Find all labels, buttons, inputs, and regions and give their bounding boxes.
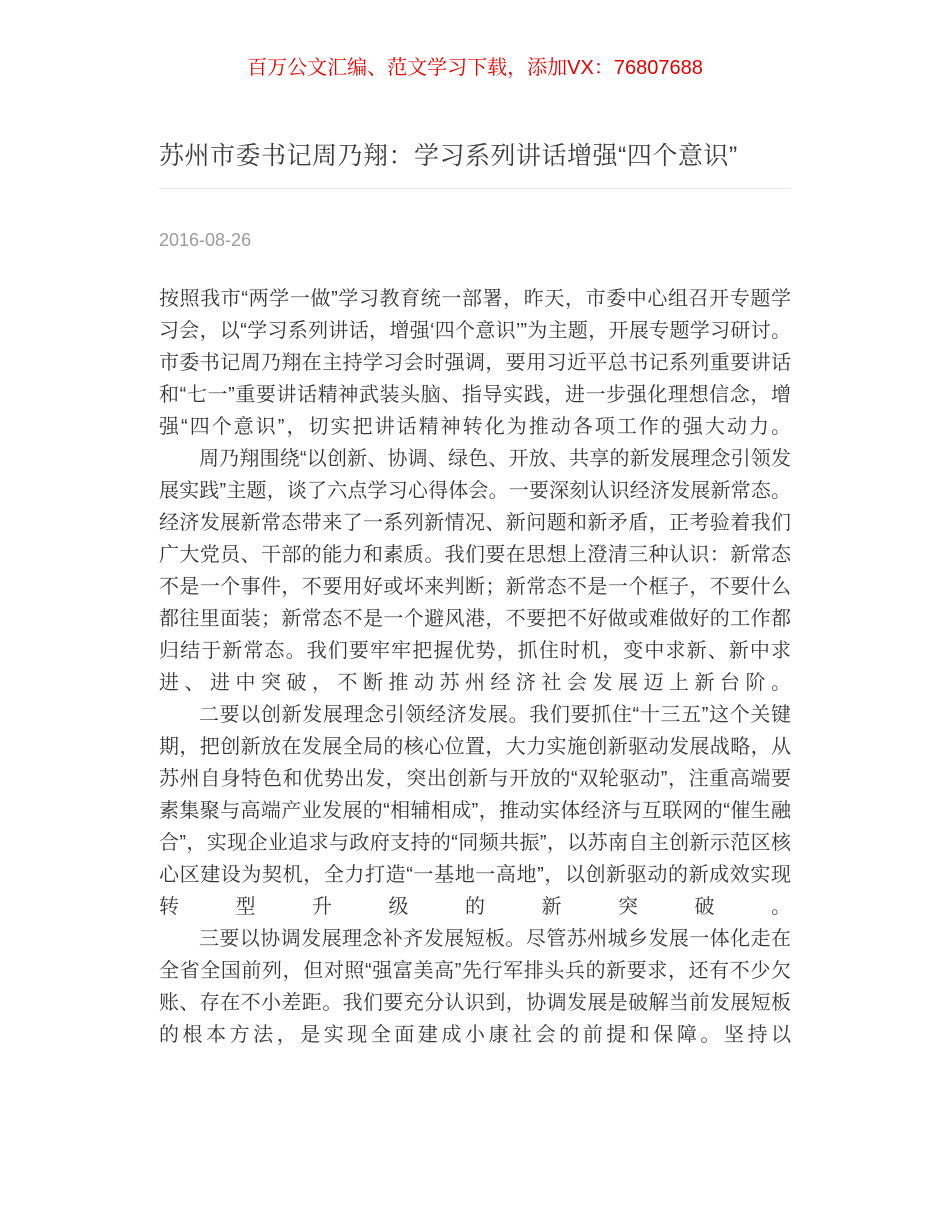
title-divider [159,188,791,189]
article [159,138,791,1051]
article-paragraph: 按照我市“两学一做”学习教育统一部署，昨天，市委中心组召开专题学习会，以“学习系列讲话，增强‘四个意识’”为主题，开展专题学习研讨。市委书记周乃翔在主持学习会时强调，要用习近平总书记系列重要讲话和“七一”重要讲话精神武装头脑、指导实践，进一步强化理想信念，增强“四个意识”，切实把讲话精神转化为推动各项工作的强大动力。 [159,288,791,438]
article-paragraph: 周乃翔围绕“以创新、协调、绿色、开放、共享的新发展理念引领发展实践”主题，谈了六点学习心得体会。一要深刻认识经济发展新常态。经济发展新常态带来了一系列新情况、新问题和新矛盾，正考验着我们广大党员、干部的能力和素质。我们要在思想上澄清三种认识：新常态不是一个事件，不要用好或坏来判断；新常态不是一个框子，不要什么都往里面装；新常态不是一个避风港，不要把不好做或难做好的工作都归结于新常态。我们要牢牢把握优势，抓住时机，变中求新、新中求进、进中突破，不断推动苏州经济社会发展迈上新台阶。 [159,448,791,694]
article-paragraph: 二要以创新发展理念引领经济发展。我们要抓住“十三五”这个关键期，把创新放在发展全局的核心位置，大力实施创新驱动发展战略，从苏州自身特色和优势出发，突出创新与开放的“双轮驱动”，注重高端要素集聚与高端产业发展的“相辅相成”，推动实体经济与互联网的“催生融合”，实现企业追求与政府支持的“同频共振”，以苏南自主创新示范区核心区建设为契机，全力打造“一基地一高地”，以创新驱动的新成效实现转型升级的新突破。 [159,704,791,918]
article-date: 2016-08-26 [159,230,252,250]
article-paragraph: 三要以协调发展理念补齐发展短板。尽管苏州城乡发展一体化走在全省全国前列，但对照“强富美高”先行军排头兵的新要求，还有不少欠账、存在不小差距。我们要充分认识到，协调发展是破解当前发展短板的根本方法，是实现全面建成小康社会的前提和保障。坚持以 [159,928,791,1046]
article-body [159,283,791,1051]
article-title: 苏州市委书记周乃翔：学习系列讲话增强“四个意识” [159,142,738,170]
promo-banner: 百万公文汇编、范文学习下载，添加VX：76807688 [247,57,703,79]
